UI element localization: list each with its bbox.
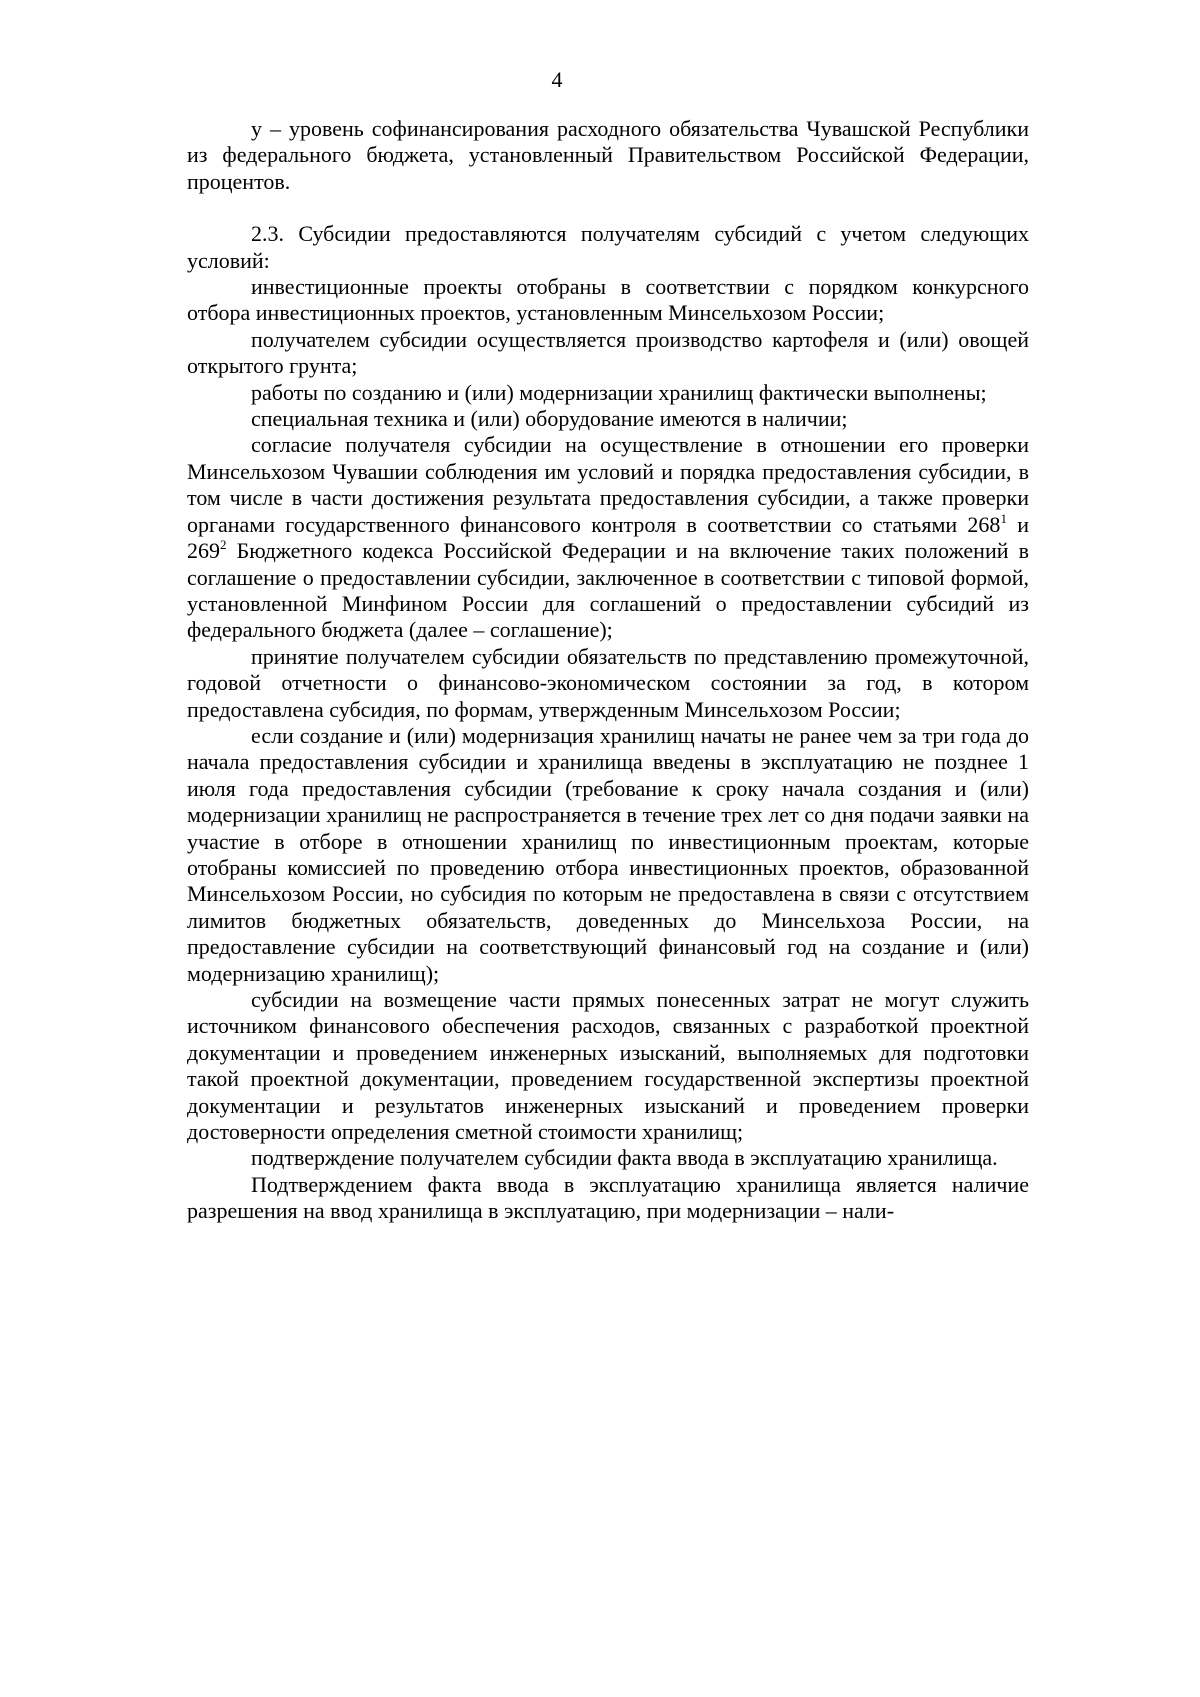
paragraph-condition-works: работы по созданию и (или) модернизации хранилищ фактически выполнены; — [251, 379, 987, 405]
paragraph-section-2-3: 2.3. Субсидии предоставляются получателям субсидий с учетом следующих условий: — [187, 221, 1029, 273]
paragraph-condition-timing: если создание и (или) модернизация хранилищ начаты не ранее чем за три года до начала предоставления субсидии и хранилища введены в эксплуатацию не позднее 1 июля года предоставления субсидии (требование к сроку начала создания и (или) модернизации хранилищ не распространяется в течение трех лет со дня подачи заявки на участие в отборе в отношении хранилищ по инвестиционным проектам, которые отобраны комиссией по проведению отбора инвестиционных проектов, образованной Минсельхозом России, но субсидия по которым не предоставлена в связи с отсутствием лимитов бюджетных обязательств, доведенных до Минсельхоза России, на предоставление субсидии на соответствующий финансовый год на создание и (или) модернизацию хранилищ); — [187, 722, 1029, 986]
consent-text-start: согласие получателя субсидии на осуществление в отношении его проверки Минсельхозом Чувашии соблюдения им условий и порядка предоставления субсидии, в том числе в части достижения результата предоставления субсидии, а также проверки органами государственного финансового контроля в соответствии со статьями 268 — [187, 432, 1029, 537]
superscript-2: 2 — [220, 537, 227, 553]
paragraph-condition-reporting: принятие получателем субсидии обязательств по представлению промежуточной, годовой отчетности о финансово-экономическом состоянии за год, в котором предоставлена субсидия, по формам, утвержденным Минсельхозом России; — [187, 643, 1029, 722]
document-body — [187, 116, 1029, 1225]
paragraph-cofinancing-level: y – уровень софинансирования расходного обязательства Чувашской Республики из федерального бюджета, установленный Правительством Российской Федерации, процентов. — [187, 116, 1029, 194]
paragraph-condition-equipment: специальная техника и (или) оборудование имеются в наличии; — [251, 406, 848, 432]
consent-text-middle: и 269 — [187, 511, 1029, 564]
superscript-1: 1 — [1000, 510, 1007, 526]
paragraph-condition-production: получателем субсидии осуществляется производство картофеля и (или) овощей открытого грунта; — [187, 326, 1029, 379]
page-number: 4 — [551, 67, 563, 92]
paragraph-condition-costs: субсидии на возмещение части прямых понесенных затрат не могут служить источником финансового обеспечения расходов, связанных с разработкой проектной документации и проведением инженерных изысканий, выполняемых для подготовки такой проектной документации, проведением государственной экспертизы проектной документации и результатов инженерных изысканий и проведением проверки достоверности определения сметной стоимости хранилищ; — [187, 987, 1029, 1145]
paragraph-condition-commissioning: подтверждение получателем субсидии факта ввода в эксплуатацию хранилища. — [251, 1145, 998, 1171]
paragraph-commissioning-proof: Подтверждением факта ввода в эксплуатацию хранилища является наличие разрешения на ввод хранилища в эксплуатацию, при модернизации – нали- — [187, 1171, 1029, 1224]
paragraph-condition-consent — [187, 432, 1029, 643]
paragraph-condition-projects: инвестиционные проекты отобраны в соответствии с порядком конкурсного отбора инвестиционных проектов, установленным Минсельхозом России; — [187, 274, 1029, 326]
consent-text-end: Бюджетного кодекса Российской Федерации и на включение таких положений в соглашение о предоставлении субсидии, заключенное в соответствии с типовой формой, установленной Минфином России для соглашений о предоставлении субсидий из федерального бюджета (далее – соглашение); — [187, 538, 1029, 643]
